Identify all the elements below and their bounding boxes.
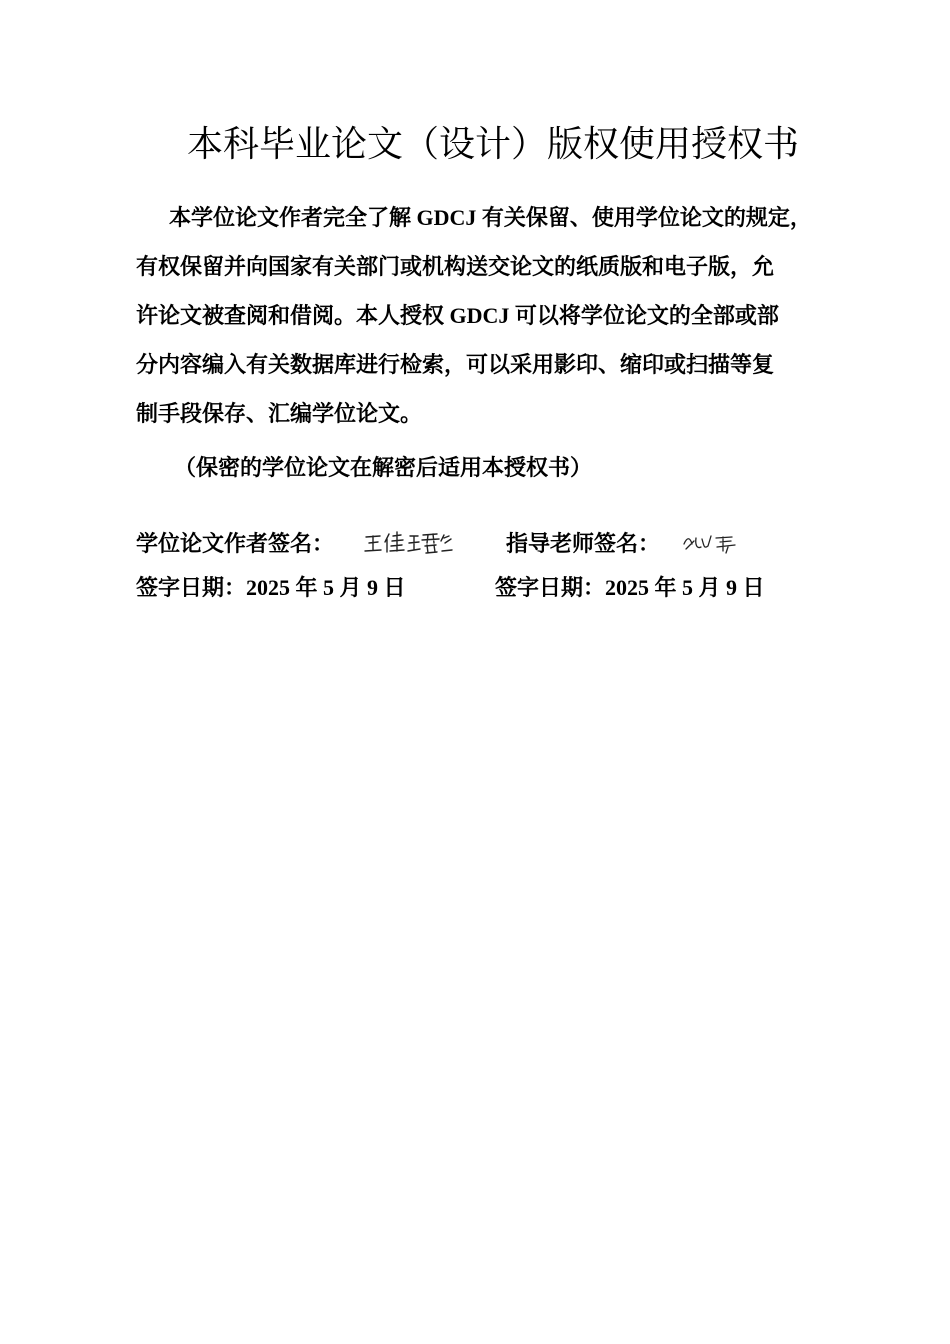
paragraph-line: 制手段保存、汇编学位论文。 <box>136 401 423 426</box>
paragraph-line: 许论文被查阅和借阅。本人授权 GDCJ 可以将学位论文的全部或部 <box>136 303 779 328</box>
author-sign-date: 签字日期：2025 年 5 月 9 日 <box>136 575 406 600</box>
advisor-signature-label: 指导老师签名： <box>506 531 661 556</box>
paragraph-line: 分内容编入有关数据库进行检索，可以采用影印、缩印或扫描等复 <box>136 352 775 377</box>
author-signature-image <box>362 528 462 560</box>
advisor-sign-date: 签字日期：2025 年 5 月 9 日 <box>495 575 765 600</box>
document-title: 本科毕业论文（设计）版权使用授权书 <box>186 124 799 164</box>
authorization-paragraph <box>136 193 836 438</box>
paragraph-line: 有权保留并向国家有关部门或机构送交论文的纸质版和电子版，允 <box>136 254 775 279</box>
paragraph-line: 本学位论文作者完全了解 GDCJ 有关保留、使用学位论文的规定， <box>169 205 812 230</box>
confidentiality-note: （保密的学位论文在解密后适用本授权书） <box>174 455 593 480</box>
advisor-signature-image <box>682 527 752 555</box>
author-signature-label: 学位论文作者签名： <box>136 531 335 556</box>
